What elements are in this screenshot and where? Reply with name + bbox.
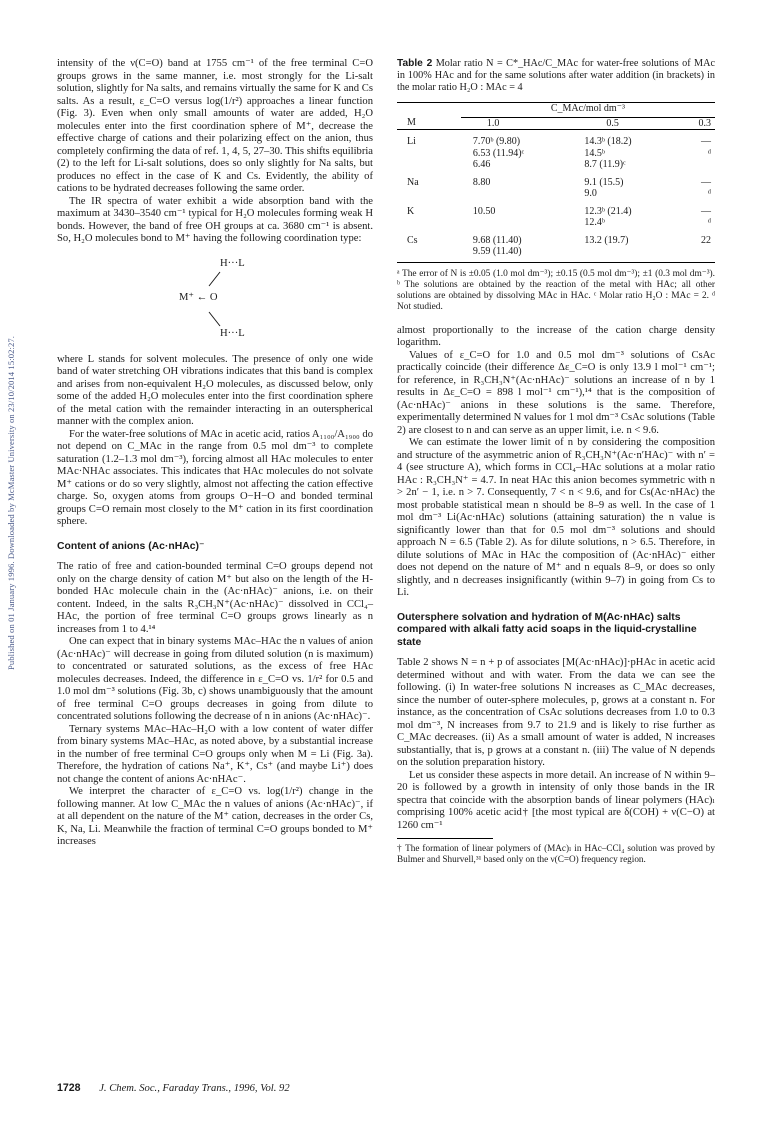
table-footnote: ᵃ The error of N is ±0.05 (1.0 mol dm⁻³); ±0.15 (0.5 mol dm⁻³); ±1 (0.3 mol dm⁻³). ᵇ The solutions are obtained by the reaction of the metal with HAc; all other solutions are obtained by dissolving MAc in HAc. ᶜ Molar ratio H₂O : MAc = 2. ᵈ Not studied. [397,268,715,312]
table-cell: 10.50 [472,205,496,217]
table-cell: 7.70ᵇ (9.80) 6.53 (11.94)ᶜ 6.46 [472,136,525,170]
paragraph: For the water-free solutions of MAc in acetic acid, ratios A₁₁₀₀/A₁₉₀₀ do not depend on C_MAc in the range from 0.5 mol dm⁻³ to complete saturation (1.2–1.3 mol dm⁻³), forcing almost all HAc molecules to enter MAc·NHAc associates. This indicates that HAc molecules do not solvate M⁺ cations or do so very slightly, almost not affecting the cation effective charge. So, oxygen atoms from groups O−H−O and bonded terminal groups C=O remain most closely to the M⁺ cation in its first coordination sphere. [57,428,373,527]
paragraph: Table 2 shows N = n + p of associates [M(Ac·nHAc)]·pHAc in acetic acid determined without and with water. From the data we can see the following. (i) In water-free solutions N increases as C_MAc decreases, since the number of outer-sphere molecules, p, grows at a constant n. For instance, as the concentration of CsAc solutions decreases from 1.0 to 0.3 mol dm⁻³, N increases from 9.7 to 21.9 and is likely to rise further as C_MAc decreases. (ii) As a small amount of water is added, N increases substantially, that is, p grows at a constant n. (iii) The value of N depends on the solution preparation history. [397,657,715,768]
paragraph: intensity of the ν(C=O) band at 1755 cm⁻¹ of the free terminal C=O groups grows in the same manner, i.e. most strongly for the Li-salt solution, slightly for Na salts, and remains virtually the same for K and Cs salts. As a result, ε_C=O versus log(1/r²) approaches a linear function (Fig. 3). Even when only small amounts of water are added, H₂O molecules enter into the first coordination sphere of M⁺, decrease the effective charge of cations and their polarizing effect on the anion, thus completely confirming the data of ref. 1, 4, 5, 27–30. This shifts equilibria (2) to the left for Li-salt solutions, does so only slightly for Na salts, but produces no effect in the case of K and Cs. Evidently, the ability of cations to be hydrated decreases following the same order. [57,58,373,194]
table-header-m: M [397,117,461,130]
right-column [397,58,715,865]
page-number: 1728 [57,1082,81,1094]
section-heading: Content of anions (Ac·nHAc)⁻ [57,540,205,552]
table-row [397,171,715,200]
page-footer [57,1082,290,1094]
table-cell: 14.3ᵇ (18.2) 14.5ᵇ 8.7 (11.9)ᶜ [584,136,632,170]
formula-lower-h: H···L [220,327,245,339]
table-header-1: 1.0 [461,117,570,130]
table-cell: 9.1 (15.5) 9.0 [584,176,624,199]
table-cell: —ᵈ [701,205,711,228]
table-cell-metal: Li [407,136,416,147]
table-cell: —ᵈ [701,176,711,199]
journal-citation: J. Chem. Soc., Faraday Trans., 1996, Vol. 92 [99,1083,290,1094]
paragraph: Let us consider these aspects in more detail. An increase of N within 9–20 is followed by a growth in intensity of only those bands in the IR spectra that coincide with the absorption bands of linear polymers (HAc)ₗ comprising 100% acetic acid† [the most typical are δ(COH) + ν(C−O) at 1260 cm⁻¹ [397,769,715,831]
coordination-formula [57,250,373,348]
paragraph: Values of ε_C=O for 1.0 and 0.5 mol dm⁻³ solutions of CsAc practically coincide (their difference Δε_C=O is only 13.9 l mol⁻¹ cm⁻¹; for reference, in R₃CH₃N⁺(Ac·nHAc)⁻ solutions an increase of n by 1 results in Δε_C=O = 898 l mol⁻¹ cm⁻¹),¹⁴ that is the composition of (Ac·nHAc)⁻ anions in these solutions is the same. Therefore, experimentally determined N values for 1 mol dm⁻³ CsAc solutions (Table 2) are closest to n and can serve as an upper limit, i.e. n < 9.6. [397,349,715,436]
formula-upper-h: H···L [220,257,245,269]
section-heading: Outersphere solvation and hydration of M(Ac·nHAc) salts compared with alkali fatty acid soaps in the liquid-crystalline state [397,611,697,648]
footnote-divider [397,838,493,839]
table-caption-text: Molar ratio N = C*_HAc/C_MAc for water-free solutions of MAc in 100% HAc and for the same solutions after water addition (in brackets) in the molar ratio H₂O : MAc = 4 [397,58,715,93]
table-cell: 8.80 [472,176,491,188]
paragraph: One can expect that in binary systems MAc–HAc the n values of anion (Ac·nHAc)⁻ will decrease in going from diluted solution (n is maximum) to concentrated or saturated solutions, as the excess of free HAc molecules decreases. Indeed, the difference in ε_C=O vs. 1/r² for 0.5 and 1.0 mol dm⁻³ solutions (Fig. 3b, c) shows unambiguously that the amount of free terminal C=O groups decreases in going from dilute to concentrated solutions following the decrease of n in anions (Ac·nHAc)⁻. [57,636,373,722]
molar-ratio-table [397,102,715,263]
table-cell: —ᵈ [701,136,711,159]
paragraph: where L stands for solvent molecules. The presence of only one wide band of water stretching OH vibrations indicates that this band is complex and arises from non-equivalent H₂O molecules, as discussed below, only some of the added H₂O molecules enter into the first coordination sphere of the metal cation with the remainder interacting in an outerspherical manner with the complex anion. [57,353,373,427]
table-cell-metal: K [407,205,415,217]
table-span-header: C_MAc/mol dm⁻³ [461,103,715,118]
table-row [397,229,715,263]
paragraph: We interpret the character of ε_C=O vs. log(1/r²) change in the following manner. At low C_MAc the n values of anions (Ac·nHAc)⁻, if at all dependent on the nature of the M⁺ cation, decreases in the order Cs, K, Na, Li. Meanwhile the fraction of terminal C=O groups bonded to M⁺ increases [57,786,373,847]
left-column [57,58,373,849]
paragraph: Ternary systems MAc–HAc–H₂O with a low content of water differ from binary systems MAc–HAc, as noted above, by a substantial increase in the number of free terminal C=O groups only when M = Li (Fig. 3a). Therefore, the hydration of cations Na⁺, K⁺, Cs⁺ (and maybe Li⁺) does not change the content of anions Ac·nHAc⁻. [57,723,373,785]
paragraph: We can estimate the lower limit of n by considering the composition and structure of the asymmetric anion of R₃CH₃N⁺(Ac·n′HAc)⁻ with n′ = 4 (see structure A), which forms in CCl₄–HAc solutions at a molar ratio HAc : R₃CH₃N⁺ = 4.7. In neat HAc this anion becomes symmetric with n > 2n′ − 1, i.e. n > 7. Consequently, 7 < n < 9.6, and for Cs(Ac·nHAc) the most probable statistical mean n should be 8–9 as well. In the case of 1 mol dm⁻³ Li(Ac·nHAc) solutions (attaining saturation) the n value is significantly lower than that for 0.5 mol dm⁻³ solutions and should approach N = 6.5 (Table 2). As for dilute solutions, n > 6.5. Therefore, in dilute solutions of MAc in HAc the composition of (Ac·nHAc)⁻ either does not depend on the nature of M⁺ and n equals 8–9, or does so only slightly, and n decreases insignificantly (within 9–7) in going from Cs to Li. [397,437,715,598]
table-caption-label: Table 2 [397,58,433,69]
download-watermark: Published on 01 January 1996. Downloaded by McMaster University on 23/10/2014 15:02:27. [6,335,16,670]
table-cell: 13.2 (19.7) [584,234,629,246]
table-cell: 12.3ᵇ (21.4) 12.4ᵇ [584,205,632,228]
footnote: † The formation of linear polymers of (MAc)ₗ in HAc–CCl₄ solution was proved by Bulmer and Shurvell,³¹ based only on the ν(C=O) frequency region. [397,843,715,864]
table-caption [397,58,715,94]
table-cell: 9.68 (11.40) 9.59 (11.40) [472,234,522,257]
formula-metal-oxygen: M⁺ ← O [179,291,218,303]
table-header-2: 0.5 [570,117,698,130]
paragraph: almost proportionally to the increase of the cation charge density logarithm. [397,324,715,348]
table-row [397,200,715,229]
paragraph: The ratio of free and cation-bounded terminal C=O groups depend not only on the charge density of cation M⁺ but also on the length of the H-bonded HAc molecule chain in the (Ac·nHAc)⁻ anions, i.e. on their content. Indeed, in the salts R₃CH₃N⁺(Ac·nHAc)⁻ dissolved in CCl₄–HAc, the portion of free terminal C=O groups grows linearly as n increases from 1 to 4.¹⁴ [57,561,373,635]
table-row [397,130,715,171]
table-cell-metal: Na [407,176,419,188]
paragraph: The IR spectra of water exhibit a wide absorption band with the maximum at 3430–3540 cm⁻¹ typical for H₂O molecules forming weak H bonds. However, the band of free OH groups at ca. 3680 cm⁻¹ is absent. So, H₂O molecules bond to M⁺ having the following coordination type: [57,195,373,244]
table-cell-metal: Cs [407,234,418,246]
table-header-3: 0.3 [699,117,716,130]
table-cell: 22 [701,234,711,246]
